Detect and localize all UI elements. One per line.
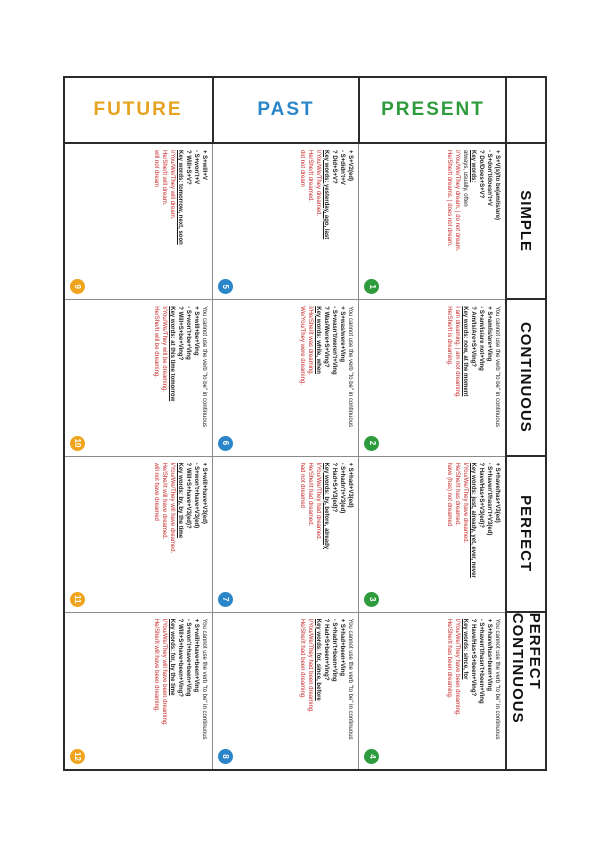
column-header-perfect-continuous: PERFECT CONTINUOUS	[505, 613, 545, 769]
cell-future-continuous: You cannot use the verb "to be" in continuous + S+will+be+Ving - S+won't+be+Ving ? Will+S+be+Ving? Key words: at this time tomorrow I/You/We/They will be dreaming. He/She/It will be dreaming. 10	[65, 300, 212, 456]
cell-past-perfect: + S+had+V3(ed) - S+hadn't+V3(ed) ? Had+S+V3(ed)? Key words: by, before, already I/You/We/They had dreamed. He/She/It had dreamed. had not dreamed 7	[212, 457, 359, 613]
cell-future-perfect-continuous: You cannot use the verb "to be" in continuous + S+will+have+been+Ving - S+won't+have+been+Ving ? Will+S+have+been+Ving? Key words: for, by the time I/You/We/They will have been dreaming. He/She/It will have been dreaming. 12	[65, 613, 212, 769]
tense-number-badge: 9	[70, 279, 85, 294]
tense-number-badge: 12	[70, 749, 85, 764]
column-header-simple: SIMPLE	[505, 144, 545, 300]
row-header-past: PAST	[212, 78, 359, 144]
cell-future-perfect: + S+will+have+V3(ed) - S+won't+have+V3(ed) ? Will+S+have+V3(ed)? Key words: by, by the time I/You/We/They will have dreamed. He/She/It will have dreamed. will not have dreamed 11	[65, 457, 212, 613]
cell-present-perfect-continuous: You cannot use the verb "to be" in continuous + S+have/has+been+Ving - S+haven't/hasn't+been+Ving ? Have/Has+S+been+Ving? Key words: since, for I/You/We/They have been dreaming. He/She/It has been dreaming. 4	[358, 613, 505, 769]
tense-number-badge: 7	[218, 592, 233, 607]
tense-table	[65, 78, 545, 769]
tense-number-badge: 1	[364, 279, 379, 294]
row-header-future: FUTURE	[65, 78, 212, 144]
tense-chart-sheet	[63, 76, 547, 771]
table-corner	[505, 78, 545, 144]
cell-present-continuous: You cannot use the verb "to be" in continuous + S+am/is/are+Ving - S+am/is/are not+Ving ? Am/Is/Are+S+Ving? Key words: now, at the moment I am dreaming. | am not dreaming. He/She/It is dreaming. 2	[358, 300, 505, 456]
tense-number-badge: 3	[364, 592, 379, 607]
tense-number-badge: 8	[218, 749, 233, 764]
cell-past-simple: + S+V2(ed) - S+didn't+V ? Did+S+V? Key words: yesterday, ago, last I/You/We/They dreamed. He/She/It dreamed. did not dream 5	[212, 144, 359, 300]
tense-number-badge: 5	[218, 279, 233, 294]
cell-future-simple: + S+will+V - S+won't+V ? Will+S+V? Key words: tomorrow, next, soon I/You/We/They will dream. He/She/It will dream. will not dream 9	[65, 144, 212, 300]
cell-past-perfect-continuous: You cannot use the verb "to be" in continuous + S+had+been+Ving - S+hadn't+been+Ving ? Had+S+been+Ving? Key words: for, since, before I/You/We/They had been dreaming. He/She/It had been dreaming. 8	[212, 613, 359, 769]
cell-past-continuous: You cannot use the verb "to be" in continuous + S+was/were+Ving - S+wasn't/weren't+Ving ? Was/Were+S+Ving? Key words: while, when I/He/She/It was dreaming. We/You/They were dreaming. 6	[212, 300, 359, 456]
tense-number-badge: 11	[70, 592, 85, 607]
cell-present-simple: + S+V(s)/to be(am/is/are) - S+don't/doesn't+V ? Do/Does+S+V? Key words: always, usually, often I/You/We/They dream. | do not dream. He/She/It dreams. | does not dream. 1	[358, 144, 505, 300]
row-header-present: PRESENT	[358, 78, 505, 144]
column-header-continuous: CONTINUOUS	[505, 300, 545, 456]
tense-number-badge: 2	[364, 436, 379, 451]
tense-number-badge: 10	[70, 436, 85, 451]
column-header-perfect: PERFECT	[505, 457, 545, 613]
cell-present-perfect: + S+have/has+V3(ed) - S+haven't/hasn't+V3(ed) ? Have/Has+S+V3(ed)? Key words: just, already, yet, ever, never I/You/We/They have dreamed. He/She/It has dreamed. have (has) not dreamed 3	[358, 457, 505, 613]
tense-number-badge: 4	[364, 749, 379, 764]
tense-number-badge: 6	[218, 436, 233, 451]
